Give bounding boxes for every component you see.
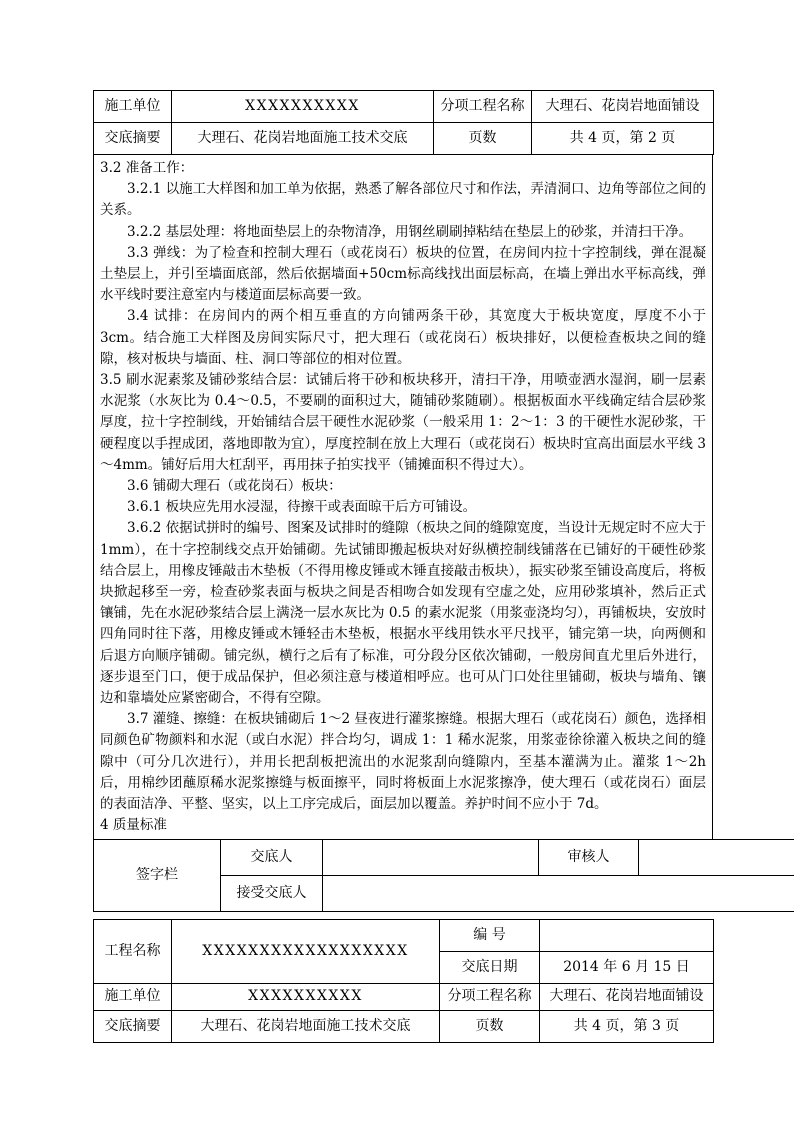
presenter-label: 交底人 <box>221 839 323 875</box>
number-label: 编 号 <box>440 919 540 951</box>
paragraph: 3.3 弹线：为了检查和控制大理石（或花岗石）板块的位置，在房间内拉十字控制线，弹在混凝土垫层上，并引至墙面底部，然后依据墙面+50cm标高线找出面层标高，在墙上弹出水平标高线，弹水平线时要注意室内与楼道面层标高要一致。 <box>100 244 706 304</box>
paragraph: 3.6.2 依据试拼时的编号、图案及试排时的缝隙（板块之间的缝隙宽度，当设计无规定时不应大于 1mm），在十字控制线交点开始铺砌。先试铺即搬起板块对好纵横控制线铺落在已铺好的干硬性砂浆结合层上，用橡皮锤敲击木垫板（不得用橡皮锤或木锤直接敲击板块），振实砂浆至铺设高度后，将板块掀起移至一旁，检查砂浆表面与板块之间是否相吻合如发现有空虚之处，应用砂浆填补，然后正式镶铺，先在水泥砂浆结合层上满浇一层水灰比为 0.5 的素水泥浆（用浆壶浇均匀），再铺板块，安放时四角同时往下落，用橡皮锤或木锤轻击木垫板，根据水平线用铁水平尺找平，铺完第一块，向两侧和后退方向顺序铺砌。铺完纵，横行之后有了标准，可分段分区依次铺砌，一般房间直尤里后外进行，逐步退至门口，便于成品保护，但必须注意与楼道相呼应。也可从门口处往里铺砌，板块与墙角、镶边和靠墙处应紧密砌合，不得有空隙。 <box>100 520 706 707</box>
unit-label: 施工单位 <box>94 91 172 123</box>
signature-section-label: 签字栏 <box>94 839 221 911</box>
table-gap <box>93 912 713 919</box>
footer-subproject-label: 分项工程名称 <box>440 983 540 1010</box>
footer-table <box>93 919 714 1043</box>
pages-label: 页数 <box>434 123 532 155</box>
number-value <box>540 919 714 951</box>
footer-summary-label: 交底摘要 <box>94 1010 172 1042</box>
paragraph: 3.6.1 板块应先用水浸湿，待擦干或表面晾干后方可铺设。 <box>127 499 477 516</box>
paragraph: 3.6 铺砌大理石（或花岗石）板块： <box>127 478 342 495</box>
footer-pages-label: 页数 <box>440 1010 540 1042</box>
footer-subproject-value: 大理石、花岗岩地面铺设 <box>540 983 714 1010</box>
header-row-summary <box>94 123 714 155</box>
signature-row-1 <box>94 839 794 875</box>
paragraph: 3.7 灌缝、擦缝：在板块铺砌后 1～2 昼夜进行灌浆擦缝。根据大理石（或花岗石）颜色，选择相同颜色矿物颜料和水泥（或白水泥）拌合均匀，调成 1：1 稀水泥浆，用浆壶徐徐灌入板块之间的缝隙中（可分几次进行），并用长把刮板把流出的水泥浆刮向缝隙内，至基本灌满为止。灌浆 1～2h 后，用棉纱团蘸原稀水泥浆擦缝与板面擦平，同时将板面上水泥浆擦净，使大理石（或花岗石）面层的表面洁净、平整、坚实，以上工序完成后，面层加以覆盖。养护时间不应小于 7d。 <box>100 711 706 813</box>
summary-value: 大理石、花岗岩地面施工技术交底 <box>172 123 434 155</box>
footer-row-unit <box>94 983 714 1010</box>
document-page <box>93 90 713 1043</box>
subproject-label: 分项工程名称 <box>434 91 532 123</box>
paragraph: 3.5 刷水泥素浆及铺砂浆结合层：试铺后将干砂和板块移开，清扫干净，用喷壶洒水湿润，刷一层素水泥浆（水灰比为 0.4～0.5，不要刷的面积过大，随铺砂浆随刷）。根据板面水平线确定结合层砂浆厚度，拉十字控制线，开始铺结合层干硬性水泥砂浆（一般采用 1：2～1：3 的干硬性水泥砂浆，干硬程度以手捏成团，落地即散为宜），厚度控制在放上大理石（或花岗石）板块时宜高出面层水平线 3～4mm。铺好后用大杠刮平，再用抹子拍实找平（铺摊面积不得过大）。 <box>100 372 706 473</box>
footer-row-summary <box>94 1010 714 1042</box>
content-table <box>93 154 713 840</box>
paragraph: 3.2.1 以施工大样图和加工单为依据，熟悉了解各部位尺寸和作法，弄清洞口、边角等部位之间的关系。 <box>100 181 706 219</box>
reviewer-value <box>639 839 794 875</box>
paragraph: 3.4 试排：在房间内的两个相互垂直的方向铺两条干砂，其宽度大于板块宽度，厚度不小于3cm。结合施工大样图及房间实际尺寸，把大理石（或花岗石）板块排好，以便检查板块之间的缝隙，核对板块与墙面、柱、洞口等部位的相对位置。 <box>100 308 706 367</box>
content-body <box>94 155 713 840</box>
footer-row-number <box>94 919 714 951</box>
presenter-value <box>323 839 539 875</box>
subproject-value: 大理石、花岗岩地面铺设 <box>532 91 714 123</box>
receiver-value <box>323 875 794 911</box>
header-table <box>93 90 714 155</box>
project-value: XXXXXXXXXXXXXXXXXX <box>172 919 440 983</box>
paragraph: 3.2.2 基层处理：将地面垫层上的杂物清净，用钢丝刷刷掉粘结在垫层上的砂浆，并清扫干净。 <box>127 223 693 240</box>
summary-label: 交底摘要 <box>94 123 172 155</box>
paragraph: 4 质量标准 <box>100 817 167 834</box>
receiver-label: 接受交底人 <box>221 875 323 911</box>
footer-unit-value: XXXXXXXXXX <box>172 983 440 1010</box>
reviewer-label: 审核人 <box>539 839 639 875</box>
date-label: 交底日期 <box>440 951 540 983</box>
paragraph: 3.2 准备工作： <box>100 160 194 176</box>
footer-unit-label: 施工单位 <box>94 983 172 1010</box>
footer-summary-value: 大理石、花岗岩地面施工技术交底 <box>172 1010 440 1042</box>
signature-table <box>93 839 794 912</box>
unit-value: XXXXXXXXXX <box>172 91 434 123</box>
header-row-unit <box>94 91 714 123</box>
project-label: 工程名称 <box>94 919 172 983</box>
footer-pages-value: 共 4 页，第 3 页 <box>540 1010 714 1042</box>
date-value: 2014 年 6 月 15 日 <box>540 951 714 983</box>
pages-value: 共 4 页，第 2 页 <box>532 123 714 155</box>
